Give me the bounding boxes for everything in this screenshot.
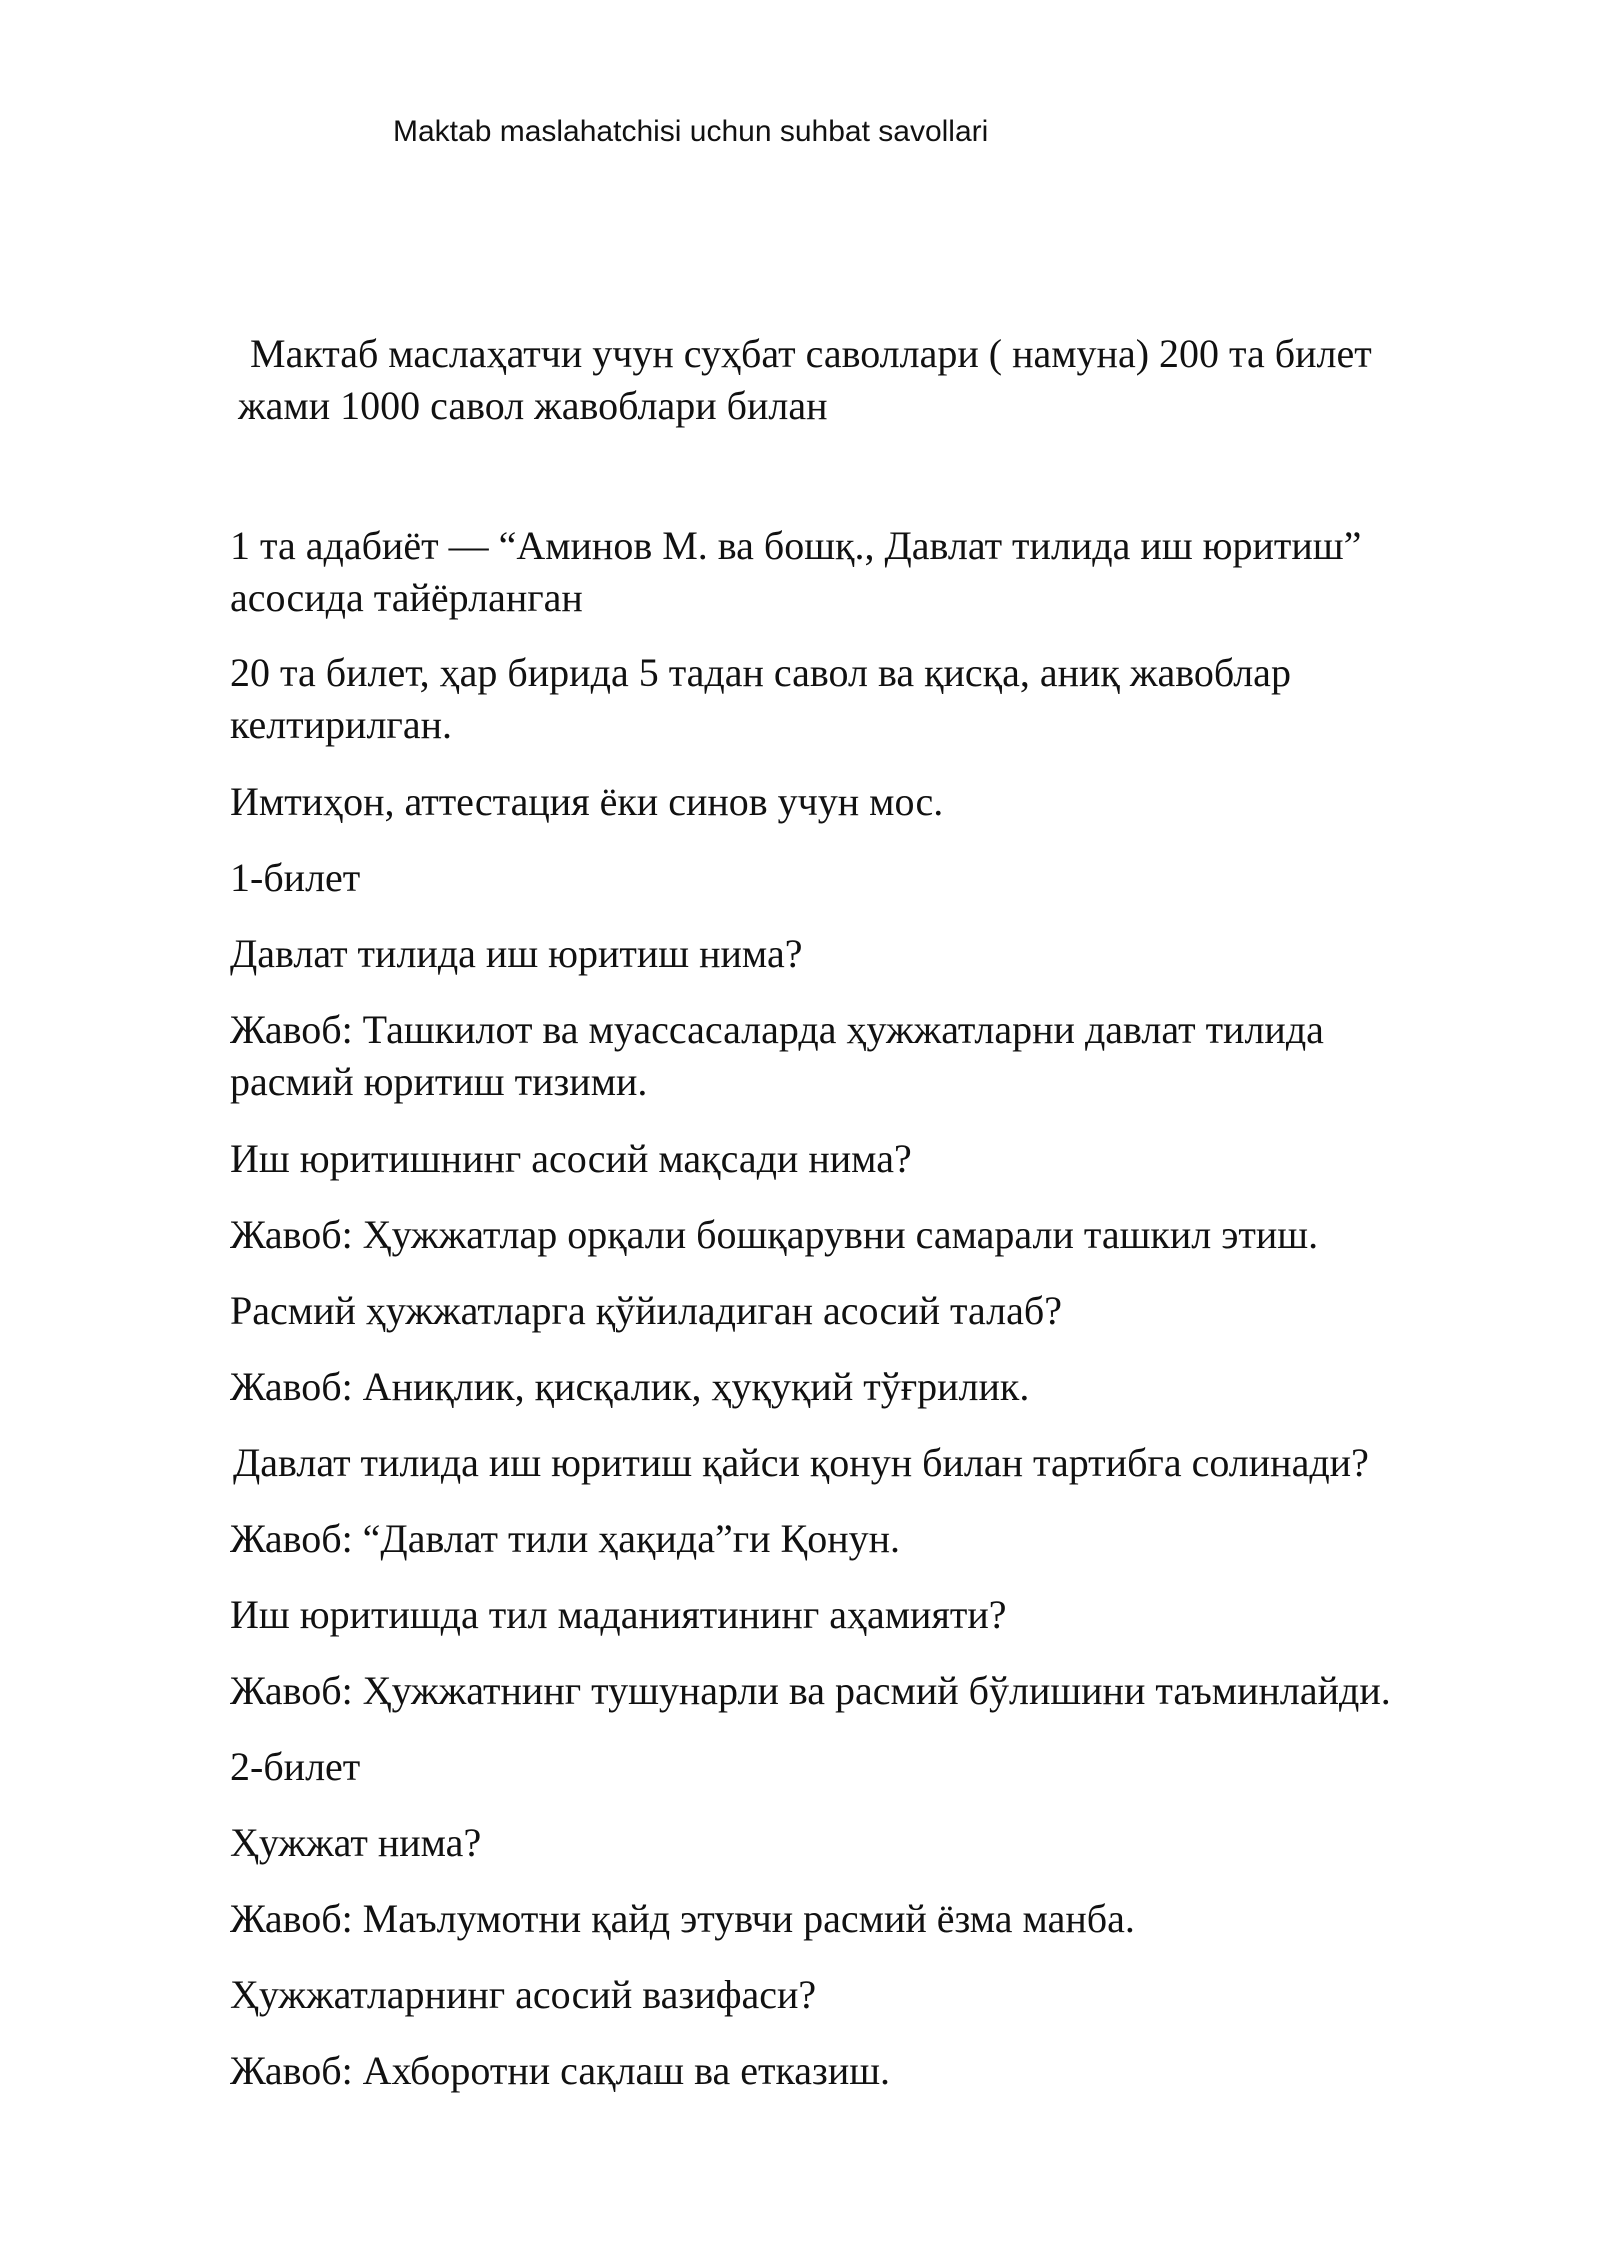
source-note-line-1: 1 та адабиёт — “Аминов М. ва бошқ., Давлат тилида иш юритиш” <box>230 523 1362 568</box>
ticket-2-answer-1: Жавоб: Маълумотни қайд этувчи расмий ёзма манба. <box>230 1896 1135 1941</box>
ticket-1-heading: 1-билет <box>230 855 361 900</box>
ticket-1-answer-2: Жавоб: Ҳужжатлар орқали бошқарувни самарали ташкил этиш. <box>230 1212 1319 1257</box>
document-title-line-2: жами 1000 савол жавоблари билан <box>238 383 828 428</box>
ticket-1-answer-3: Жавоб: Аниқлик, қисқалик, ҳуқуқий тўғрилик. <box>230 1364 1030 1409</box>
ticket-1-question-4: Давлат тилида иш юритиш қайси қонун билан тартибга солинади? <box>233 1440 1369 1485</box>
document-title <box>238 328 1538 432</box>
ticket-2-question-1: Ҳужжат нима? <box>230 1820 482 1865</box>
source-note-line-2: асосида тайёрланган <box>230 575 583 620</box>
tickets-note-line-1: 20 та билет, ҳар бирида 5 тадан савол ва қисқа, аниқ жавоблар <box>230 650 1291 695</box>
ticket-1-answer-5: Жавоб: Ҳужжатнинг тушунарли ва расмий бўлишини таъминлайди. <box>230 1668 1391 1713</box>
page-header: Maktab maslahatchisi uchun suhbat savollari <box>393 115 989 148</box>
ticket-1-answer-1-line-1: Жавоб: Ташкилот ва муассасаларда ҳужжатларни давлат тилида <box>230 1007 1324 1052</box>
purpose-note: Имтиҳон, аттестация ёки синов учун мос. <box>230 779 944 824</box>
tickets-note-line-2: келтирилган. <box>230 702 452 747</box>
ticket-2-answer-2: Жавоб: Ахборотни сақлаш ва етказиш. <box>230 2048 891 2093</box>
ticket-1-answer-1 <box>230 1004 1324 1108</box>
ticket-2-question-2: Ҳужжатларнинг асосий вазифаси? <box>230 1972 817 2017</box>
document-title-line-1: Мактаб маслаҳатчи учун суҳбат саволлари ( намуна) 200 та билет <box>250 331 1372 376</box>
ticket-1-question-2: Иш юритишнинг асосий мақсади нима? <box>230 1136 912 1181</box>
ticket-1-question-5: Иш юритишда тил маданиятининг аҳамияти? <box>230 1592 1007 1637</box>
source-note <box>230 520 1361 624</box>
ticket-2-heading: 2-билет <box>230 1744 361 1789</box>
ticket-1-question-3: Расмий ҳужжатларга қўйиладиган асосий талаб? <box>230 1288 1062 1333</box>
ticket-1-answer-1-line-2: расмий юритиш тизими. <box>230 1059 648 1104</box>
ticket-1-answer-4: Жавоб: “Давлат тили ҳақида”ги Қонун. <box>230 1516 900 1561</box>
ticket-1-question-1: Давлат тилида иш юритиш нима? <box>230 931 803 976</box>
tickets-note <box>230 647 1291 751</box>
